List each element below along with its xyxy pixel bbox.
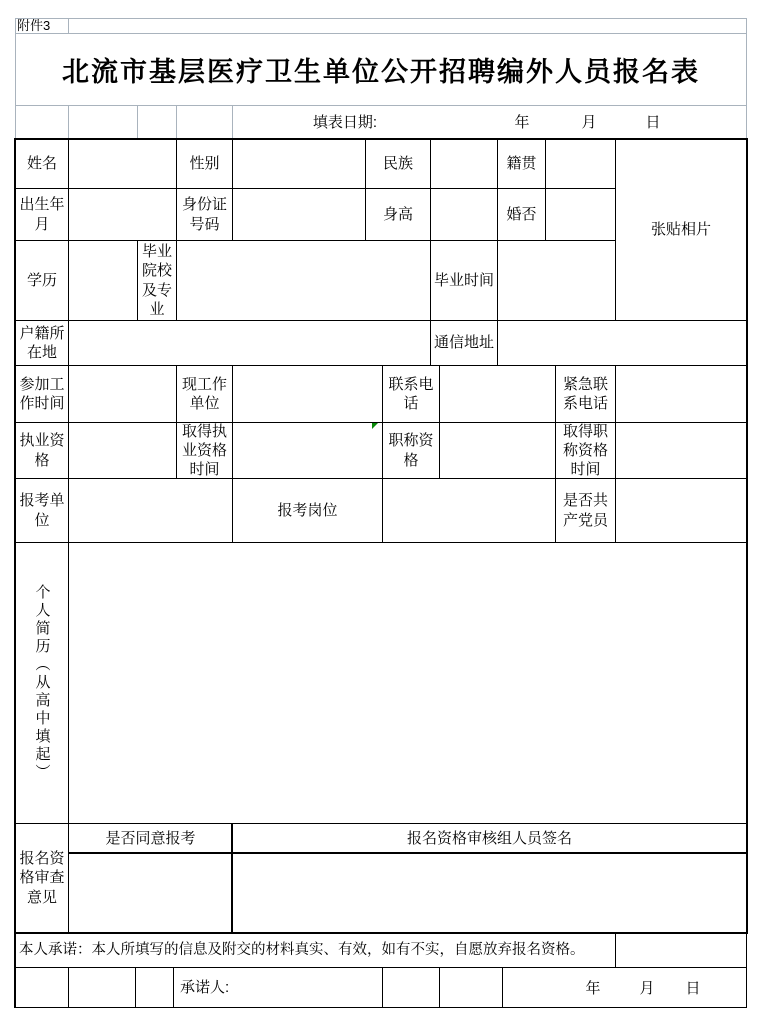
bottom-empty-cell[interactable] <box>15 967 69 1008</box>
title-qual-label: 职称资格 <box>382 422 440 479</box>
bottom-empty-cell[interactable] <box>382 967 440 1008</box>
gridline <box>15 18 747 19</box>
phone-value-cell[interactable] <box>439 365 556 423</box>
review-opinion-label: 报名资格审查意见 <box>15 823 69 933</box>
bottom-empty-cell[interactable] <box>439 967 503 1008</box>
reviewer-sign-value-cell[interactable] <box>232 853 747 933</box>
name-value-cell[interactable] <box>68 139 177 189</box>
fill-date-label: 填表日期: <box>312 114 377 131</box>
agree-apply-label: 是否同意报考 <box>68 823 233 854</box>
emergency-phone-label: 紧急联系电话 <box>555 365 616 423</box>
mailing-address-value-cell[interactable] <box>497 320 747 366</box>
sign-date-cell[interactable] <box>502 967 747 1008</box>
form-title: 北流市基层医疗卫生单位公开招聘编外人员报名表 <box>62 57 700 87</box>
resume-label: 个人简历（从高中填起） <box>15 542 69 824</box>
title-qual-time-label: 取得职称资格时间 <box>555 422 616 479</box>
name-label: 姓名 <box>15 139 69 189</box>
phone-label: 联系电话 <box>382 365 440 423</box>
work-start-value-cell[interactable] <box>68 365 177 423</box>
height-label: 身高 <box>365 188 431 241</box>
employer-label: 现工作单位 <box>176 365 233 423</box>
cell-error-marker-icon <box>372 423 378 429</box>
commitment-text: 本人承诺：本人所填写的信息及附交的材料真实、有效，如有不实，自愿放弃报名资格。 <box>15 932 616 968</box>
education-label: 学历 <box>15 240 69 321</box>
party-member-value-cell[interactable] <box>615 478 747 543</box>
gender-value-cell[interactable] <box>232 139 366 189</box>
sign-day-label: 日 <box>685 980 701 997</box>
practice-qual-label: 执业资格 <box>15 422 69 479</box>
employer-value-cell[interactable] <box>232 365 383 423</box>
apply-position-value-cell[interactable] <box>382 478 556 543</box>
education-value-cell[interactable] <box>68 240 138 321</box>
mailing-address-label: 通信地址 <box>430 320 498 366</box>
marital-value-cell[interactable] <box>545 188 616 241</box>
bottom-empty-cell[interactable] <box>68 967 136 1008</box>
native-place-value-cell[interactable] <box>545 139 616 189</box>
school-major-value-cell[interactable] <box>176 240 431 321</box>
signer-label-cell[interactable]: 承诺人: <box>173 967 383 1008</box>
attachment-number: 附件3 <box>17 18 51 33</box>
id-number-label: 身份证号码 <box>176 188 233 241</box>
practice-qual-time-label: 取得执业资格时间 <box>176 422 233 479</box>
ethnicity-value-cell[interactable] <box>430 139 498 189</box>
native-place-label: 籍贯 <box>497 139 546 189</box>
party-member-label: 是否共产党员 <box>555 478 616 543</box>
ethnicity-label: 民族 <box>365 139 431 189</box>
height-value-cell[interactable] <box>430 188 498 241</box>
title-qual-time-value-cell[interactable] <box>615 422 747 479</box>
sign-month-label: 月 <box>639 980 655 997</box>
reviewer-sign-label: 报名资格审核组人员签名 <box>232 823 747 854</box>
graduation-time-label: 毕业时间 <box>430 240 498 321</box>
graduation-time-value-cell[interactable] <box>497 240 616 321</box>
photo-cell[interactable]: 张贴相片 <box>615 139 747 321</box>
gridline <box>137 105 138 139</box>
fill-date-year-label: 年 <box>514 114 530 131</box>
birth-date-label: 出生年月 <box>15 188 69 241</box>
title-qual-value-cell[interactable] <box>439 422 556 479</box>
apply-position-label: 报考岗位 <box>232 478 383 543</box>
emergency-phone-value-cell[interactable] <box>615 365 747 423</box>
gridline <box>68 105 69 139</box>
practice-qual-value-cell[interactable] <box>68 422 177 479</box>
birth-date-value-cell[interactable] <box>68 188 177 241</box>
work-start-label: 参加工作时间 <box>15 365 69 423</box>
gender-label: 性别 <box>176 139 233 189</box>
practice-qual-time-value-cell[interactable] <box>232 422 383 479</box>
gridline <box>176 105 177 139</box>
resume-value-cell[interactable] <box>68 542 747 824</box>
fill-date-month-label: 月 <box>581 114 597 131</box>
fill-date-day-label: 日 <box>645 114 661 131</box>
household-value-cell[interactable] <box>68 320 431 366</box>
sign-year-label: 年 <box>585 980 601 997</box>
school-major-label: 毕业院校及专业 <box>137 240 177 321</box>
agree-apply-value-cell[interactable] <box>68 853 233 933</box>
bottom-empty-cell[interactable] <box>135 967 174 1008</box>
commitment-extra-cell[interactable] <box>615 932 747 968</box>
household-label: 户籍所在地 <box>15 320 69 366</box>
id-number-value-cell[interactable] <box>232 188 366 241</box>
apply-unit-value-cell[interactable] <box>68 478 233 543</box>
apply-unit-label: 报考单位 <box>15 478 69 543</box>
marital-label: 婚否 <box>497 188 546 241</box>
